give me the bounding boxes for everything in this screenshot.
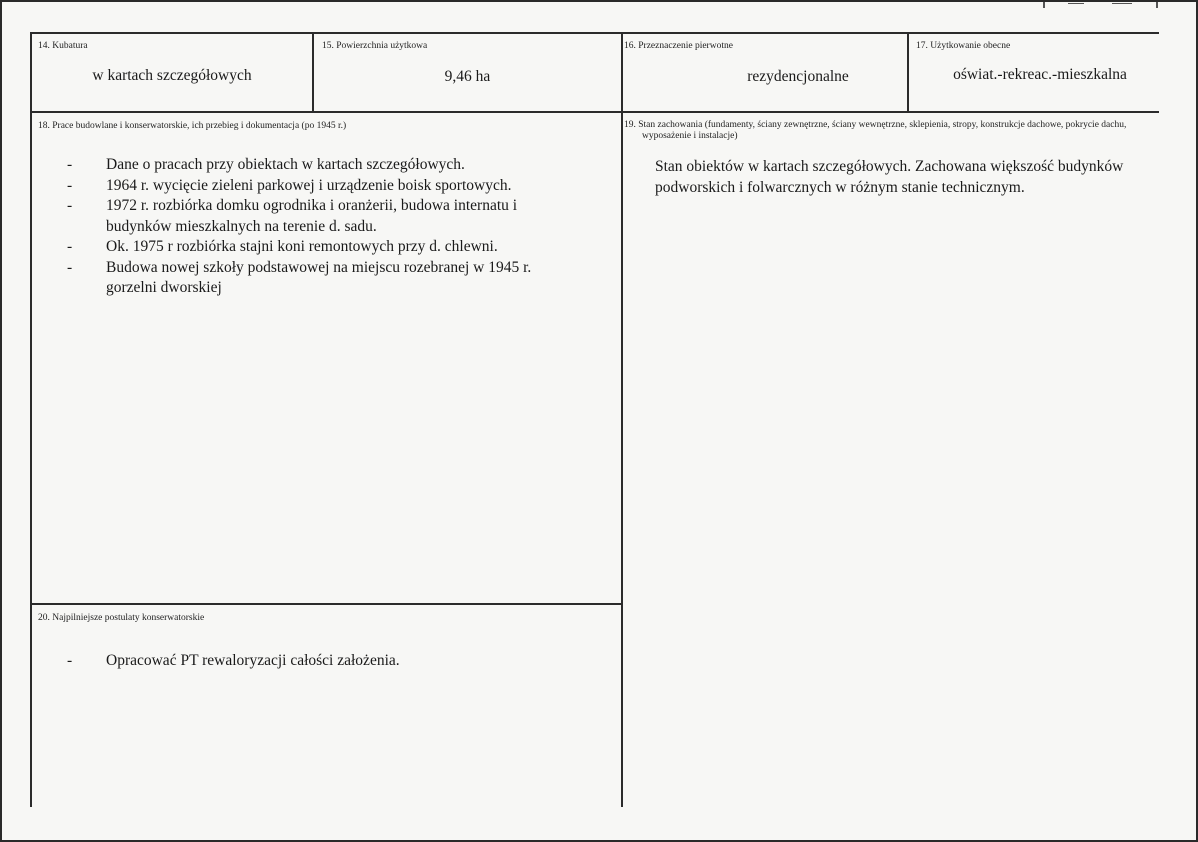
- powierzchnia-value: 9,46 ha: [444, 68, 491, 85]
- przeznaczenie-value: rezydencjonalne: [747, 68, 849, 85]
- rule-top: [30, 32, 1159, 34]
- scan-mark: [1112, 3, 1132, 4]
- kubatura-value: w kartach szczegółowych: [92, 67, 252, 84]
- list-item: - Dane o pracach przy obiektach w kartach szczegółowych.: [67, 155, 557, 176]
- stan-text: Stan obiektów w kartach szczegółowych. Zachowana większość budynków podworskich i folwarcznych w różnym stanie technicznym.: [655, 158, 1124, 196]
- prace-label: 18. Prace budowlane i konserwatorskie, ich przebieg i dokumentacja (po 1945 r.): [38, 121, 347, 131]
- list-item: - Budowa nowej szkoły podstawowej na miejscu rozebranej w 1945 r. gorzelni dworskiej: [67, 258, 557, 299]
- list-item: - 1972 r. rozbiórka domku ogrodnika i oranżerii, budowa internatu i budynków mieszkalnych na terenie d. sadu.: [67, 196, 557, 237]
- postulaty-label: 20. Najpilniejsze postulaty konserwatorskie: [38, 613, 205, 623]
- rule-row1-bottom: [30, 111, 1159, 113]
- list-item: - 1964 r. wycięcie zieleni parkowej i urządzenie boisk sportowych.: [67, 176, 557, 197]
- scan-mark: [1043, 2, 1045, 8]
- stan-label: 19. Stan zachowania (fundamenty, ściany zewnętrzne, ściany wewnętrzne, sklepienia, stropy, konstrukcje dachowe, pokrycie dachu, wyposażenie i instalacje): [624, 120, 1127, 141]
- prace-list: [67, 155, 557, 299]
- uzytkowanie-value: oświat.-rekreac.-mieszkalna: [953, 66, 1127, 83]
- scan-mark: [1156, 2, 1158, 8]
- przeznaczenie-label: 16. Przeznaczenie pierwotne: [624, 41, 733, 51]
- powierzchnia-label: 15. Powierzchnia użytkowa: [322, 41, 428, 51]
- rule-center: [621, 32, 623, 807]
- rule-left: [30, 32, 32, 807]
- kubatura-label: 14. Kubatura: [38, 41, 88, 51]
- rule-section18-bottom: [30, 603, 623, 605]
- scan-mark: [1068, 3, 1084, 4]
- list-item: - Opracować PT rewaloryzacji całości założenia.: [67, 651, 587, 672]
- uzytkowanie-label: 17. Użytkowanie obecne: [916, 41, 1011, 51]
- list-item: - Ok. 1975 r rozbiórka stajni koni remontowych przy d. chlewni.: [67, 237, 557, 258]
- postulaty-list: [67, 651, 587, 672]
